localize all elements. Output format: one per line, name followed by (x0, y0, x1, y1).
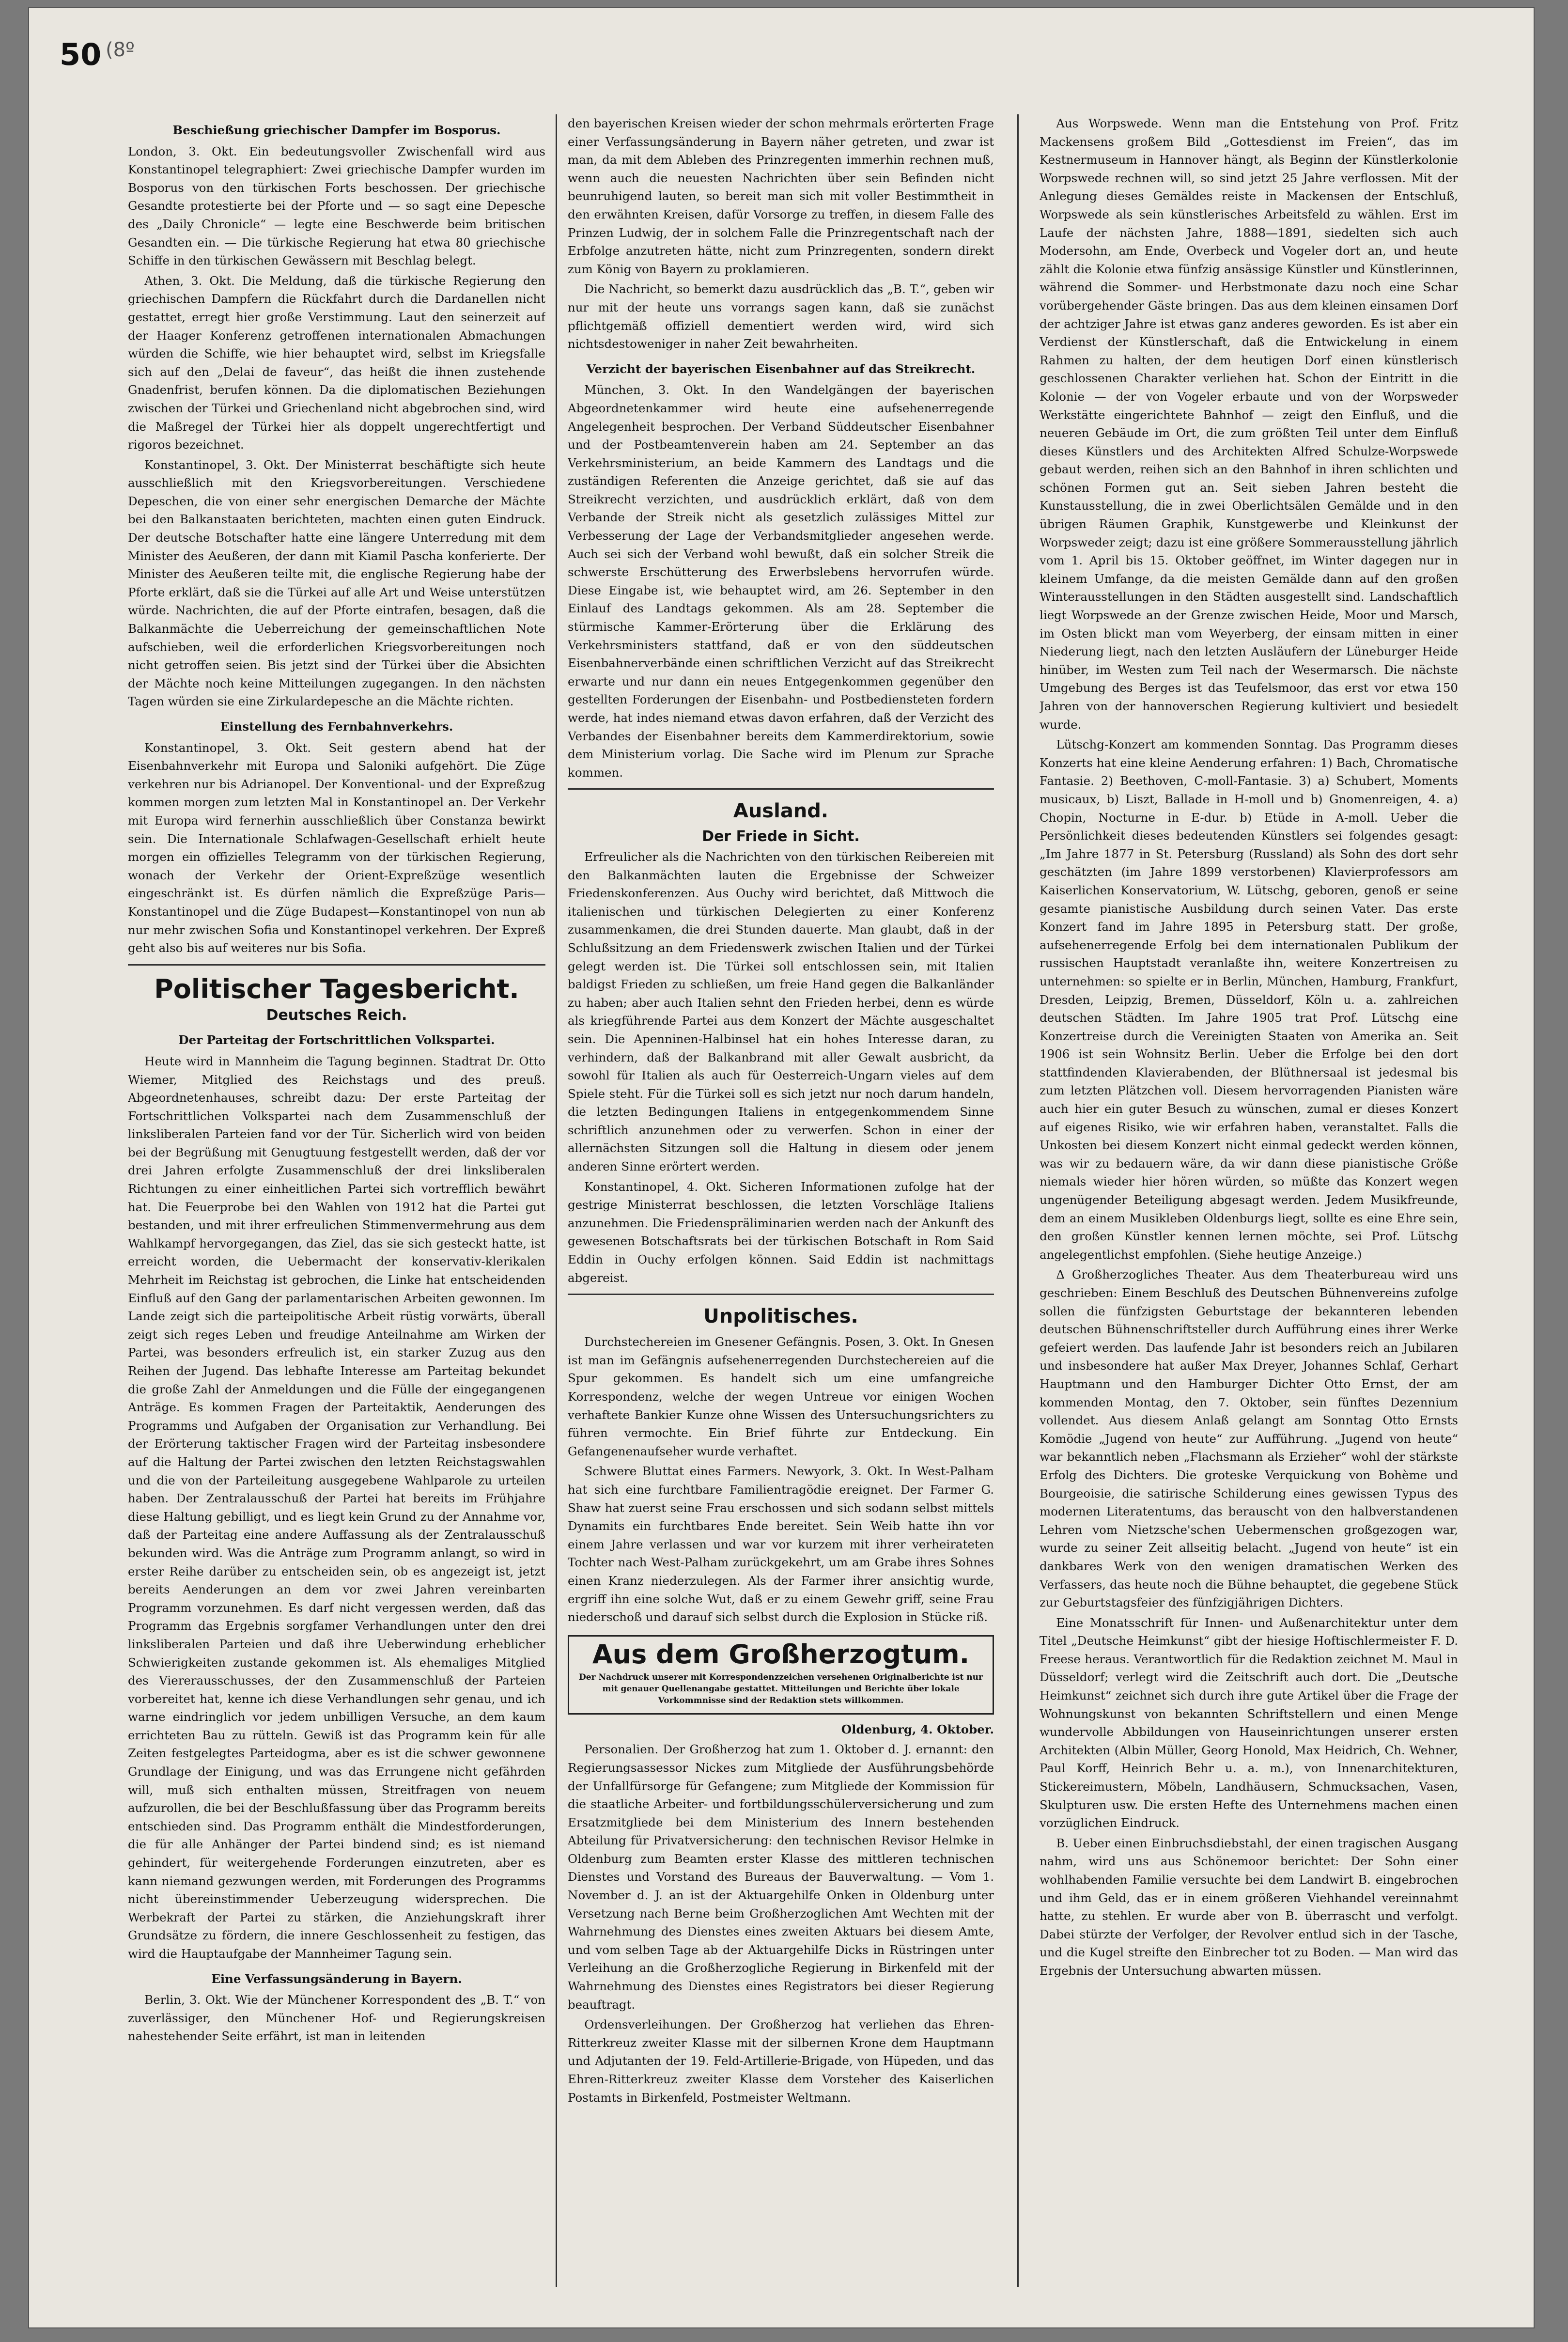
article-paragraph: Heute wird in Mannheim die Tagung beginnen. Stadtrat Dr. Otto Wiemer, Mitglied des Reichstags und des preuß. Abgeordnetenhauses, schreibt dazu: Der erste Parteitag der Fortschrittlichen Volkspartei nach dem Zusammenschluß der linksliberalen Parteien fand vor der Tür. Sicherlich wird von beiden bei der Begrüßung mit Genugtuung festgestellt werden, daß der vor drei Jahren erfolgte Zusammenschluß der drei linksliberalen Richtungen zu einer einheitlichen Partei sich vortrefflich bewährt hat. Die Feuerprobe bei den Wahlen von 1912 hat die Partei gut bestanden, und mit ihrer erfreulichen Stimmenvermehrung aus dem Wahlkampf hervorgegangen, das Ziel, das sie sich gesteckt hatte, ist erreicht worden, die Uebermacht der konservativ-klerikalen Mehrheit im Reichstag ist gebrochen, die Linke hat entscheidenden Einfluß auf den Gang der parlamentarischen Arbeiten gewonnen. Im Lande zeigt sich die parteipolitische Arbeit rüstig vorwärts, überall zeigt sich reges Leben und freudige Anteilnahme am Wirken der Partei, was besonders erfreulich ist, ein starker Zuzug aus den Reihen der Jugend. Das lebhafte Interesse am Parteitag bekundet die große Zahl der Anmeldungen und die Fülle der eingegangenen Anträge. Es kommen Fragen der Parteitaktik, Aenderungen des Programms und Aufgaben der Organisation zur Verhandlung. Bei der Erörterung taktischer Fragen wird der Parteitag insbesondere auf die Haltung der Partei zwischen den letzten Reichstagswahlen und die von der Parteileitung ausgegebene Wahlparole zu urteilen haben. Der Zentralausschuß der Partei hat bereits im Frühjahre diese Haltung gebilligt, und es liegt kein Grund zu der Annahme vor, daß der Parteitag eine andere Auffassung als der Zentralausschuß bekunden wird. Was die Anträge zum Programm anlangt, so wird in erster Reihe darüber zu entscheiden sein, ob es angezeigt ist, jetzt bereits Aenderungen an dem vor zwei Jahren vereinbarten Programm vorzunehmen. Es darf nicht vergessen werden, daß das Programm das Ergebnis sorgfamer Verhandlungen unter den drei linksliberalen Parteien und daß ihre Ueberwindung erheblicher Schwierigkeiten zustande gekommen ist. Als ehemaliges Mitglied des Viererausschusses, der den Zusammenschluß der Parteien vorbereitet hat, kenne ich diese Verhandlungen sehr genau, und ich warne eindringlich vor jedem unbilligen Versuche, an dem kaum errichteten Bau zu rütteln. Gewiß ist das Programm kein für alle Zeiten festgelegtes Parteidogma, aber es ist die schwer gewonnene Grundlage der Einigung, und was das Errungene nicht gefährden will, muß sich enthalten müssen, Streitfragen von neuem aufzurollen, die bei der Beschlußfassung über das Programm bereits entschieden sind. Das Programm enthält die Mindestforderungen, die für alle Anhänger der Partei bindend sind; es ist niemand gehindert, für weitergehende Forderungen einzutreten, aber es kann niemand gezwungen werden, mit Forderungen des Programms nicht übereinstimmender Ueberzeugung widersprechen. Die Werbekraft der Partei zu stärken, die Anziehungskraft ihrer Grundsätze zu fördern, die innere Geschlossenheit zu festigen, das wird die Hauptaufgabe der Mannheimer Tagung sein. (128, 1054, 545, 1961)
column-rule (1017, 114, 1019, 2287)
section-rule (128, 964, 545, 966)
section-rule (568, 788, 994, 790)
article-paragraph: Aus Worpswede. Wenn man die Entstehung von Prof. Fritz Mackensens großem Bild „Gottesdienst im Freien“, das im Kestnermuseum in Hannover hängt, als Beginn der Künstlerkolonie Worpswede rechnen will, so sind jetzt 25 Jahre verflossen. Mit der Anlegung dieses Gemäldes reiste in Mackensen der Entschluß, Worpswede als sein künstlerisches Arbeitsfeld zu wählen. Erst im Laufe der nächsten Jahre, 1888—1891, siedelten sich auch Modersohn, am Ende, Overbeck und Vogeler dort an, und heute zählt die Kolonie etwa fünfzig ansässige Künstler und Künstlerinnen, während die Sommer- und Herbstmonate dazu noch eine Schar vorübergehender Gäste bringen. Das aus dem kleinen einsamen Dorf der achtziger Jahre ist etwas ganz anderes geworden. Es ist aber ein Verdienst der Künstlerschaft, daß die Entwickelung in einem Rahmen zu halten, der dem heutigen Dorf einen künstlerisch geschlossenen Charakter verliehen hat. Schon der Eintritt in die Kolonie — der von Vogeler erbaute und von der Worpsweder Werkstätte eingerichtete Bahnhof — zeigt den Einfluß, und die neueren Gebäude im Ort, die zum größten Teil unter dem Einfluß dieses Künstlers und des Architekten Alfred Schulze-Worpswede gebaut werden, reihen sich an den Bahnhof in ihren schlichten und schönen Formen gut an. Seit sieben Jahren besteht die Kunstausstellung, die in zwei Oberlichtsälen Gemälde und in den übrigen Räumen Graphik, Kunstgewerbe und Kleinkunst der Worpsweder zeigt; dazu ist eine größere Sommerausstellung jährlich vom 1. April bis 15. Oktober geöffnet, im Winter dagegen nur in kleinem Umfange, da die meisten Gemälde dann auf den großen Winterausstellungen in den Städten ausgestellt sind. Landschaftlich liegt Worpswede an der Grenze zwischen Heide, Moor und Marsch, im Osten blickt man vom Weyerberg, der einsam mitten in einer Niederung liegt, nach den letzten Ausläufern der Lüneburger Heide hinüber, im Westen zum Teil nach der Wesermarsch. Die nächste Umgebung des Berges ist das Teufelsmoor, das erst vor etwa 150 Jahren von der hannoverschen Regierung kultiviert und besiedelt wurde. (1040, 116, 1458, 732)
article-paragraph: Durchstechereien im Gnesener Gefängnis. Posen, 3. Okt. In Gnesen ist man im Gefängnis aufsehenerregenden Durchstechereien auf die Spur gekommen. Es handelt sich um eine umfangreiche Korrespondenz, welche der wegen Untreue vor einigen Wochen verhaftete Bankier Kunze ohne Wissen des Untersuchungsrichters zu führen vermochte. Ein Brief führte zur Entdeckung. Ein Gefangenenaufseher wurde verhaftet. (568, 1335, 994, 1458)
column-2 (568, 114, 994, 2287)
page-number: 50 (60, 37, 102, 72)
article-heading: Beschießung griechischer Dampfer im Bosporus. (172, 123, 501, 137)
article-paragraph: München, 3. Okt. In den Wandelgängen der bayerischen Abgeordnetenkammer wird heute eine aufsehenerregende Angelegenheit besprochen. Der Verband Süddeutscher Eisenbahner und der Postbeamtenverein haben am 24. September an das Verkehrsministerium, an beide Kammern des Landtags und die zuständigen Referenten die Anzeige gerichtet, daß sie auf das Streikrecht verzichten, und ausdrücklich erklärt, daß von dem Verbande der Streik nicht als gesetzlich zulässiges Mittel zur Verbesserung der Lage der Verbandsmitglieder angesehen werde. Auch sei sich der Verband wohl bewußt, daß ein solcher Streik die schwerste Erschütterung des Erwerbslebens hervorrufen würde. Diese Eingabe ist, wie behauptet wird, am 26. September in den Einlauf des Landtags gekommen. Als am 28. September die stürmische Kammer-Erörterung über die Erklärung des Verkehrsministers stattfand, daß er von den süddeutschen Eisenbahnerverbände einen schriftlichen Verzicht auf das Streikrecht erwarte und nur dann ein neues Entgegenkommen gegenüber den gestellten Forderungen der Eisenbahn- und Postbediensteten fordern werde, hat indes niemand etwas davon erfahren, daß der Verzicht des Verbandes der Eisenbahner bereits dem Kammerdirektorium, sowie dem Ministerium vorlag. Die Sache wird im Plenum zur Sprache kommen. (568, 383, 994, 780)
article-paragraph: Schwere Bluttat eines Farmers. Newyork, 3. Okt. In West-Palham hat sich eine furchtbare Familientragödie ereignet. Der Farmer G. Shaw hat zuerst seine Frau erschossen und sich sodann selbst mittels Dynamits ein furchtbares Ende bereitet. Sein Weib hatte ihn vor einem Jahre verlassen und war vor kurzem mit ihrer verheirateten Tochter nach West-Palham zurückgekehrt, um am Grabe ihres Sohnes einen Kranz niederzulegen. Als der Farmer ihrer ansichtig wurde, ergriff ihn eine solche Wut, daß er zu einem Gewehr griff, seine Frau niederschoß und darauf sich selbst durch die Explosion in Stücke riß. (568, 1464, 994, 1624)
section-title: Unpolitisches. (703, 1305, 858, 1328)
article-heading: Der Parteitag der Fortschrittlichen Volkspartei. (178, 1033, 495, 1047)
article-paragraph: Athen, 3. Okt. Die Meldung, daß die türkische Regierung den griechischen Dampfern die Rückfahrt durch die Dardanellen nicht gestattet, erregt hier große Verstimmung. Laut den seinerzeit auf der Haager Konferenz getroffenen internationalen Abmachungen würden die Schiffe, wie hier behauptet wird, selbst im Kriegsfalle sich auf den „Delai de faveur“, das heißt die ihnen zustehende Gnadenfrist, berufen können. Da die diplomatischen Beziehungen zwischen der Türkei und Griechenland nicht abgebrochen sind, wird die Maßregel der Türkei hier als doppelt ungerechtfertigt und rigoros bezeichnet. (128, 273, 545, 452)
article-paragraph: Ordensverleihungen. Der Großherzog hat verliehen das Ehren-Ritterkreuz zweiter Klasse mit der silbernen Krone dem Hauptmann und Adjutanten der 19. Feld-Artillerie-Brigade, von Hüpeden, und das Ehren-Ritterkreuz zweiter Klasse dem Vorsteher des Kaiserlichen Postamts in Birkenfeld, Postmeister Weltmann. (568, 2017, 994, 2105)
column-1 (128, 114, 545, 2287)
article-heading: Eine Verfassungsänderung in Bayern. (211, 1971, 462, 1986)
column-rule (556, 114, 557, 2287)
article-paragraph: den bayerischen Kreisen wieder der schon mehrmals erörterten Frage einer Verfassungsänderung in Bayern näher getreten, und zwar ist man, da mit dem Ableben des Prinzregenten immerhin rechnen muß, wenn auch die neuesten Nachrichten über sein Befinden nicht beunruhigend lauten, so bereit man sich mit voller Bestimmtheit in den erwähnten Kreisen, dafür Vorsorge zu treffen, in diesem Falle des Prinzen Ludwig, der in solchem Falle die Prinzregentschaft nach der Erbfolge anzutreten hätte, nicht zum Prinzregenten, sondern direkt zum König von Bayern zu proklamieren. (568, 116, 994, 276)
article-heading: Einstellung des Fernbahnverkehrs. (220, 719, 453, 734)
section-subtitle: Der Friede in Sicht. (702, 828, 860, 845)
section-title: Aus dem Großherzogtum. (592, 1639, 970, 1670)
article-heading: Verzicht der bayerischen Eisenbahner auf das Streikrecht. (586, 361, 976, 376)
section-subtitle: Deutsches Reich. (266, 1006, 407, 1024)
article-paragraph: Berlin, 3. Okt. Wie der Münchener Korrespondent des „B. T.“ von zuverlässiger, den Münchener Hof- und Regierungskreisen nahestehender Seite erfährt, ist man in leitenden (128, 1993, 545, 2044)
article-paragraph: Konstantinopel, 3. Okt. Der Ministerrat beschäftigte sich heute ausschließlich mit den Kriegsvorbereitungen. Verschiedene Depeschen, die von einer sehr energischen Demarche der Mächte bei den Balkanstaaten berichteten, machten einen guten Eindruck. Der deutsche Botschafter hatte eine längere Unterredung mit dem Minister des Aeußeren, der dann mit Kiamil Pascha konferierte. Der Minister des Aeußeren teilte mit, die englische Regierung habe der Pforte erklärt, daß sie die Türkei auf alle Art und Weise unterstützen würde. Nachrichten, die auf der Pforte eintrafen, besagen, daß die Balkanmächte die Ueberreichung der gemeinschaftlichen Note aufschieben, weil die erforderlichen Kriegsvorbereitungen noch nicht getroffen seien. Bis jetzt sind der Türkei über die Absichten der Mächte noch keine Mitteilungen zugegangen. In den nächsten Tagen würden sie eine Zirkulardepesche an die Mächte richten. (128, 457, 545, 709)
article-paragraph: B. Ueber einen Einbruchsdiebstahl, der einen tragischen Ausgang nahm, wird uns aus Schönemoor berichtet: Der Sohn einer wohlhabenden Familie versuchte bei dem Landwirt B. eingebrochen und ihm Geld, das er in einem größeren Viehhandel vereinnahmt hatte, zu stehlen. Er wurde aber von B. überrascht und verfolgt. Dabei stürzte der Verfolger, der Revolver entlud sich in der Tasche, und die Kugel streifte den Einbrecher tot zu Boden. — Man wird das Ergebnis der Untersuchung abwarten müssen. (1040, 1836, 1458, 1978)
article-paragraph: Eine Monatsschrift für Innen- und Außenarchitektur unter dem Titel „Deutsche Heimkunst“ gibt der hiesige Hoftischlermeister F. D. Freese heraus. Verantwortlich für die Redaktion zeichnet M. Maul in Düsseldorf; verlegt wird die Zeitschrift auch dort. Die „Deutsche Heimkunst“ zeichnet sich durch ihre gute Artikel über die Frage der Wohnungskunst von bekannten Schriftstellern und einen Menge wundervolle Abbildungen von Hauseinrichtungen unserer ersten Architekten (Albin Müller, Georg Honold, Max Heidrich, Ch. Wehner, Paul Korff, Heinrich Behr u. a. m.), von Innenarchitekturen, Stickereimustern, Möbeln, Landhäusern, Schmucksachen, Vasen, Skulpturen usw. Die ersten Hefte des Unternehmens machen einen vorzüglichen Eindruck. (1040, 1615, 1458, 1830)
section-title: Ausland. (733, 800, 829, 823)
dateline: Oldenburg, 4. Oktober. (841, 1722, 994, 1736)
reprint-notice: Der Nachdruck unserer mit Korrespondenzzeichen versehenen Originalberichte ist nur mit genauer Quellenangabe gestattet. Mitteilungen und Berichte über lokale Vorkommnisse sind der Redaktion stets willkommen. (579, 1672, 983, 1705)
article-paragraph: Personalien. Der Großherzog hat zum 1. Oktober d. J. ernannt: den Regierungsassessor Nickes zum Mitgliede der Ausführungsbehörde der Unfallfürsorge für Gefangene; zum Mitgliede der Kommission für die staatliche Arbeiter- und fortbildungsschülerversicherung und zum Ersatzmitgliede bei dem Ministerium des Innern bestehenden Abteilung für Privatversicherung: den technischen Revisor Helmke in Oldenburg zum Beamten erster Klasse des mittleren technischen Dienstes und Vorstand des Bureaus der Bauverwaltung. — Vom 1. November d. J. an ist der Aktuargehilfe Onken in Oldenburg unter Versetzung nach Berne beim Großherzoglichen Amt Wechten mit der Wahrnehmung des Dienstes eines zweiten Aktuars bei diesem Amte, und vom selben Tage ab der Aktuargehilfe Dicks in Rüstringen unter Verleihung an die Großherzogliche Regierung in Birkenfeld mit der Wahrnehmung des Dienstes eines Registrators bei dieser Regierung beauftragt. (568, 1742, 994, 2012)
article-paragraph: Erfreulicher als die Nachrichten von den türkischen Reibereien mit den Balkanmächten lauten die Ergebnisse der Schweizer Friedenskonferenzen. Aus Ouchy wird berichtet, daß Mittwoch die italienischen und türkischen Delegierten zu einer Konferenz zusammenkamen, die drei Stunden dauerte. Man glaubt, daß in der Schlußsitzung an dem Friedenswerk zwischen Italien und der Türkei gelegt werden ist. Die Türkei soll entschlossen sein, mit Italien baldigst Frieden zu schließen, um freie Hand gegen die Balkanländer zu haben; aber auch Italien sehnt den Frieden herbei, denn es würde als kriegführende Partei aus dem Konzert der Mächte ausgeschaltet sein. Die Apenninen-Halbinsel hat ein hohes Interesse daran, zu verhindern, daß der Balkanbrand mit aller Gewalt ausbricht, da sowohl für Italien als auch für Oesterreich-Ungarn vieles auf dem Spiele steht. Für die Türkei soll es sich jetzt nur noch darum handeln, die letzten Bedingungen Italiens in entgegenkommendem Sinne schriftlich anzunehmen oder zu verwerfen. Schon in einer der allernächsten Sitzungen soll die Haltung in diesem oder jenem anderen Sinne erörtert werden. (568, 849, 994, 1174)
article-paragraph: Lütschg-Konzert am kommenden Sonntag. Das Programm dieses Konzerts hat eine kleine Aenderung erfahren: 1) Bach, Chromatische Fantasie. 2) Beethoven, C-moll-Fantasie. 3) a) Schubert, Moments musicaux, b) Liszt, Ballade in H-moll und b) Gnomenreigen, 4. a) Chopin, Nocturne in E-dur. b) Etüde in A-moll. Ueber die Persönlichkeit dieses bedeutenden Künstlers sei folgendes gesagt: „Im Jahre 1877 in St. Petersburg (Russland) als Sohn des dort sehr geschätzten (im Jahre 1899 verstorbenen) Klavierprofessors am Kaiserlichen Konservatorium, W. Lütschg, geboren, genoß er seine gesamte pianistische Ausbildung durch seinen Vater. Das erste Konzert fand im Jahre 1895 in Petersburg statt. Der große, aufsehenerregende Erfolg bei dem internationalen Publikum der russischen Hauptstadt veranlaßte ihn, weitere Konzertreisen zu unternehmen: so spielte er in Berlin, München, Hamburg, Frankfurt, Dresden, Leipzig, Bremen, Düsseldorf, Köln u. a. zahlreichen deutschen Städten. Im Jahre 1905 trat Prof. Lütschg eine Konzertreise durch die Vereinigten Staaten von Amerika an. Seit 1906 ist sein Wohnsitz Berlin. Ueber die Erfolge bei den dort stattfindenden Klavierabenden, der Blüthnersaal ist jedesmal bis zum letzten Plätzchen voll. Diesem hervorragenden Pianisten wäre auch hier ein guter Besuch zu wünschen, zumal er dieses Konzert auf eigenes Risiko, wie wir erfahren haben, veranstaltet. Falls die Unkosten bei diesem Konzert nicht einmal gedeckt werden können, was wir zu bedauern wäre, da wir dann diese pianistische Größe niemals wieder hier hören würden, so müßte das Konzert wegen ungenügender Beteiligung abgesagt werden. Jedem Musikfreunde, dem an einem Musikleben Oldenburgs liegt, sollte es eine Ehre sein, den großen Künstler kennen lernen möchte, sei Prof. Lütschg angelegentlichst empfohlen. (Siehe heutige Anzeige.) (1040, 737, 1458, 1262)
article-paragraph: Δ Großherzogliches Theater. Aus dem Theaterbureau wird uns geschrieben: Einem Beschluß des Deutschen Bühnenvereins zufolge sollen die fünfzigsten Geburtstage der bekannteren lebenden deutschen Bühnenschriftsteller durch Aufführung eines ihrer Werke gefeiert werden. Das laufende Jahr ist besonders reich an Jubilaren und insbesondere hat außer Max Dreyer, Johannes Schlaf, Gerhart Hauptmann und den Hamburger Dichter Otto Ernst, der am kommenden Montag, den 7. Oktober, sein fünftes Dezennium vollendet. Aus diesem Anlaß gelangt am Sonntag Otto Ernsts Komödie „Jugend von heute“ zur Aufführung. „Jugend von heute“ war bekanntlich neben „Flachsmann als Erzieher“ wohl der stärkste Erfolg des Dichters. Die groteske Verquickung von Bohème und Bourgeoisie, die satirische Schilderung eines gewissen Typus des modernen Literatentums, das berauscht von den halbverstandenen Lehren vom Nietzsche'schen Uebermenschen großgezogen war, wurde zu seiner Zeit allseitig belacht. „Jugend von heute“ ist ein dankbares Werk von den wenigen dramatischen Werken des Verfassers, das heute noch die Bühne behauptet, die gegebene Stück zur Geburtstagsfeier des fünfzigjährigen Dichters. (1040, 1267, 1458, 1610)
column-3 (1040, 114, 1458, 2287)
section-title: Politischer Tagesbericht. (154, 973, 519, 1004)
section-header-box (568, 1635, 994, 1715)
article-paragraph: Konstantinopel, 4. Okt. Sicheren Informationen zufolge hat der gestrige Ministerrat beschlossen, die letzten Vorschläge Italiens anzunehmen. Die Friedenspräliminarien werden nach der Ankunft des gewesenen Botschaftsrats bei der türkischen Botschaft in Rom Said Eddin in Ouchy erfolgen können. Said Eddin ist nachmittags abgereist. (568, 1179, 994, 1285)
article-paragraph: Konstantinopel, 3. Okt. Seit gestern abend hat der Eisenbahnverkehr mit Europa und Saloniki aufgehört. Die Züge verkehren nur bis Adrianopel. Der Konventional- und der Expreßzug kommen morgen zum letzten Mal in Konstantinopel an. Der Verkehr mit Europa wird fernerhin ausschließlich über Constanza bewirkt sein. Die Internationale Schlafwagen-Gesellschaft erhielt heute morgen ein offizielles Telegramm von der türkischen Regierung, wonach der Verkehr der Orient-Expreßzüge wesentlich eingeschränkt ist. Es dürfen nämlich die Expreßzüge Paris—Konstantinopel und die Züge Budapest—Konstantinopel von nun ab nur mehr zwischen Sofia und Konstantinopel verkehren. Der Expreß geht also bis auf weiteres nur bis Sofia. (128, 740, 545, 955)
article-paragraph: London, 3. Okt. Ein bedeutungsvoller Zwischenfall wird aus Konstantinopel telegraphiert: Zwei griechische Dampfer wurden im Bosporus von den türkischen Forts beschossen. Der griechische Gesandte protestierte bei der Pforte und — so sagt eine Depesche des „Daily Chronicle“ — legte eine Beschwerde beim britischen Gesandten ein. — Die türkische Regierung hat etwa 80 griechische Schiffe in den türkischen Gewässern mit Beschlag belegt. (128, 144, 545, 268)
section-rule (568, 1294, 994, 1295)
article-paragraph: Die Nachricht, so bemerkt dazu ausdrücklich das „B. T.“, geben wir nur mit der heute uns vorrangs sagen kann, daß sie zunächst pflichtgemäß offiziell dementiert werden wird, wird sich nichtsdestoweniger in naher Zeit bewahrheiten. (568, 282, 994, 351)
handwritten-mark: (8º (106, 39, 135, 61)
